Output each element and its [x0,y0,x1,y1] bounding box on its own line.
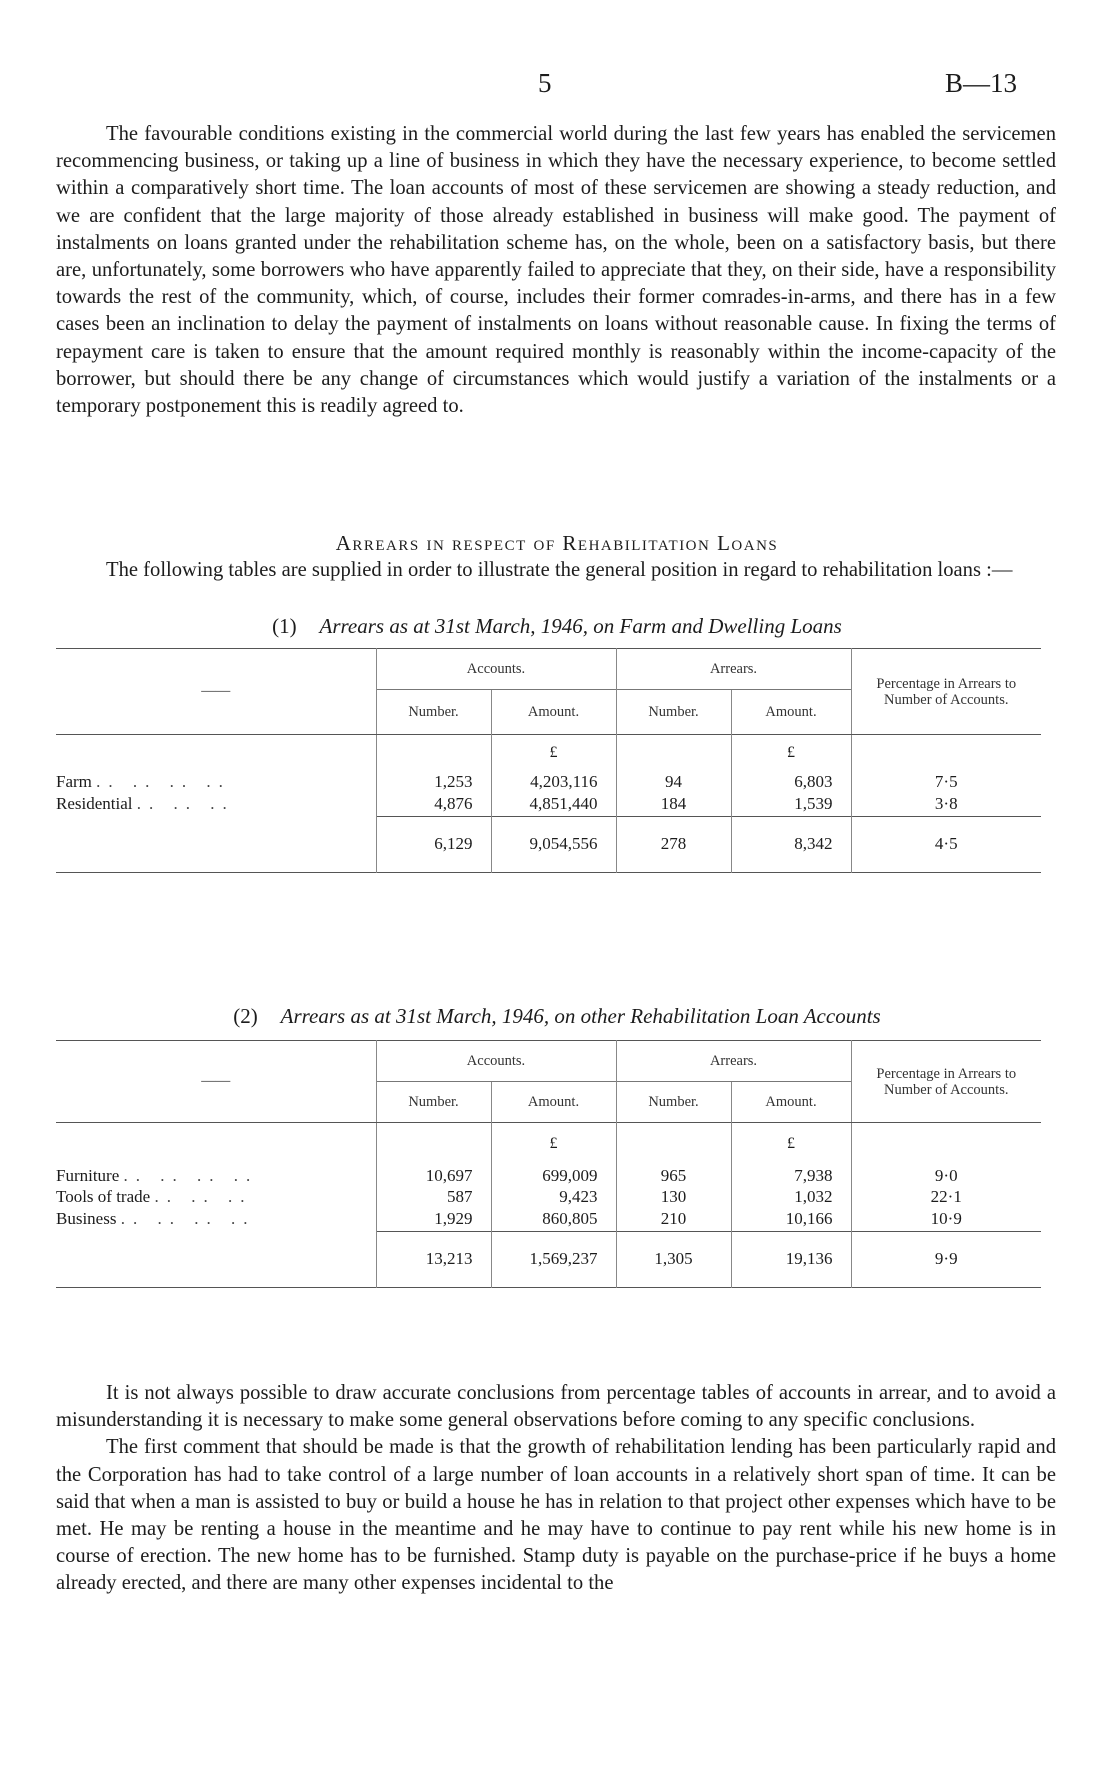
table-row [56,1186,1041,1207]
total-arr-number: 1,305 [616,1231,731,1288]
arr-number: 94 [616,771,731,792]
table1-head-accounts: Accounts. [376,649,616,690]
table1-arr-pound: £ [731,735,851,772]
intro-section [56,557,1056,584]
table1-acc-pound: £ [491,735,616,772]
acc-number: 1,929 [376,1207,491,1231]
intro-paragraph: The following tables are supplied in order to illustrate the general position in regard to rehabilitation loans :— [106,559,1013,581]
opening-paragraph: The favourable conditions existing in the commercial world during the last few years has enabled the servicemen recommencing business, or taking up a line of business in which they have the necessary experience, to become settled within a comparatively short time. The loan accounts of most of these servicemen are showing a steady reduction, and we are confident that the large majority of those already established in business will make good. The payment of instalments on loans granted under the rehabilitation scheme has, on the whole, been on a satisfactory basis, but there are, unfortunately, some borrowers who have apparently failed to appreciate that they, on their side, have a responsibility towards the rest of the community, which, of course, includes their former comrades-in-arms, and there has in a few cases been an inclination to delay the payment of instalments on loans without reasonable cause. In fixing the terms of repayment care is taken to ensure that the amount required monthly is reasonably within the income-capacity of the borrower, but should there be any change of circumstances which would justify a variation of the instalments or a temporary postponement this is readily agreed to. [56,123,1056,418]
row-label: Business [56,1209,117,1228]
table2-head-percentage: Percentage in Arrears to Number of Accounts. [851,1041,1041,1123]
total-arr-amount: 8,342 [731,816,851,873]
leader-dots: .. .. .. [136,794,235,813]
table2-pound-row [56,1123,1041,1166]
total-arr-number: 278 [616,816,731,873]
table2-acc-pound: £ [491,1123,616,1166]
table-row [56,792,1041,816]
arr-amount: 10,166 [731,1207,851,1231]
table2-total-row [56,1231,1041,1288]
table1 [56,648,1041,873]
table2-caption-number: (2) [233,1004,258,1028]
row-label: Furniture [56,1165,120,1185]
acc-number: 10,697 [376,1165,491,1186]
table1-sub-arr-amount: Amount. [731,690,851,735]
leader-dots: .. .. .. .. [96,771,231,791]
table2-sub-acc-amount: Amount. [491,1082,616,1123]
acc-number: 4,876 [376,792,491,816]
arr-number: 184 [616,792,731,816]
table2-sub-arr-amount: Amount. [731,1082,851,1123]
row-label: Farm [56,771,92,791]
pct: 3·8 [851,792,1041,816]
table1-blank-head: —— [56,649,376,735]
arr-amount: 1,539 [731,792,851,816]
table2-arr-pound: £ [731,1123,851,1166]
total-acc-amount: 9,054,556 [491,816,616,873]
total-acc-number: 13,213 [376,1231,491,1288]
arr-amount: 7,938 [731,1165,851,1186]
table1-sub-acc-number: Number. [376,690,491,735]
arr-amount: 6,803 [731,771,851,792]
table1-head-percentage: Percentage in Arrears to Number of Accounts. [851,649,1041,735]
row-label: Residential [56,794,133,813]
table1-caption-number: (1) [272,614,297,638]
table1-header-row [56,649,1041,690]
arr-amount: 1,032 [731,1186,851,1207]
total-acc-number: 6,129 [376,816,491,873]
acc-number: 587 [376,1186,491,1207]
pct: 10·9 [851,1207,1041,1231]
arr-number: 130 [616,1186,731,1207]
table1-sub-acc-amount: Amount. [491,690,616,735]
pct: 22·1 [851,1186,1041,1207]
acc-amount: 9,423 [491,1186,616,1207]
table2-blank-head: —— [56,1041,376,1123]
arr-number: 965 [616,1165,731,1186]
leader-dots: .. .. .. .. [120,1209,256,1228]
acc-number: 1,253 [376,771,491,792]
table1-caption [0,614,1114,639]
table1-sub-arr-number: Number. [616,690,731,735]
table1-caption-text: Arrears as at 31st March, 1946, on Farm and Dwelling Loans [319,614,842,638]
table2-header-row [56,1041,1041,1082]
arr-number: 210 [616,1207,731,1231]
leader-dots: .. .. .. [154,1186,253,1206]
table-row [56,771,1041,792]
pct: 7·5 [851,771,1041,792]
table2 [56,1040,1041,1288]
closing-paragraph-2: The first comment that should be made is that the growth of rehabilitation lending has been particularly rapid and the Corporation has had to take control of a large number of loan accounts in a relatively short span of time. It can be said that when a man is assisted to buy or build a house he has in relation to that project other expenses which have to be met. He may be renting a house in the meantime and he may have to continue to pay rent while his new home is in course of erection. The new home has to be furnished. Stamp duty is payable on the purchase-price if he buys a home already erected, and there are many other expenses incidental to the [56,1436,1056,1595]
table2-head-arrears: Arrears. [616,1041,851,1082]
total-pct: 9·9 [851,1231,1041,1288]
table2-head-accounts: Accounts. [376,1041,616,1082]
table2-sub-acc-number: Number. [376,1082,491,1123]
acc-amount: 860,805 [491,1207,616,1231]
page-header [0,68,1114,108]
leader-dots: .. .. .. .. [123,1165,259,1185]
document-reference: B—13 [945,68,1018,98]
table2-sub-arr-number: Number. [616,1082,731,1123]
section-heading: Arrears in respect of Rehabilitation Loans [335,531,779,555]
table-row [56,1207,1041,1231]
pct: 9·0 [851,1165,1041,1186]
acc-amount: 4,851,440 [491,792,616,816]
total-arr-amount: 19,136 [731,1231,851,1288]
closing-paragraph-1: It is not always possible to draw accurate conclusions from percentage tables of accounts in arrear, and to avoid a misunderstanding it is necessary to make some general observations before coming to any specific conclusions. [56,1382,1056,1432]
table2-caption-text: Arrears as at 31st March, 1946, on other Rehabilitation Loan Accounts [280,1004,881,1028]
table-row [56,1165,1041,1186]
table1-total-row [56,816,1041,873]
table2-caption [0,1004,1114,1029]
table1-pound-row [56,735,1041,772]
page-number: 5 [538,68,552,98]
acc-amount: 699,009 [491,1165,616,1186]
closing-section [56,1380,1056,1598]
opening-section [56,121,1056,420]
acc-amount: 4,203,116 [491,771,616,792]
total-acc-amount: 1,569,237 [491,1231,616,1288]
table1-head-arrears: Arrears. [616,649,851,690]
total-pct: 4·5 [851,816,1041,873]
row-label: Tools of trade [56,1186,151,1206]
